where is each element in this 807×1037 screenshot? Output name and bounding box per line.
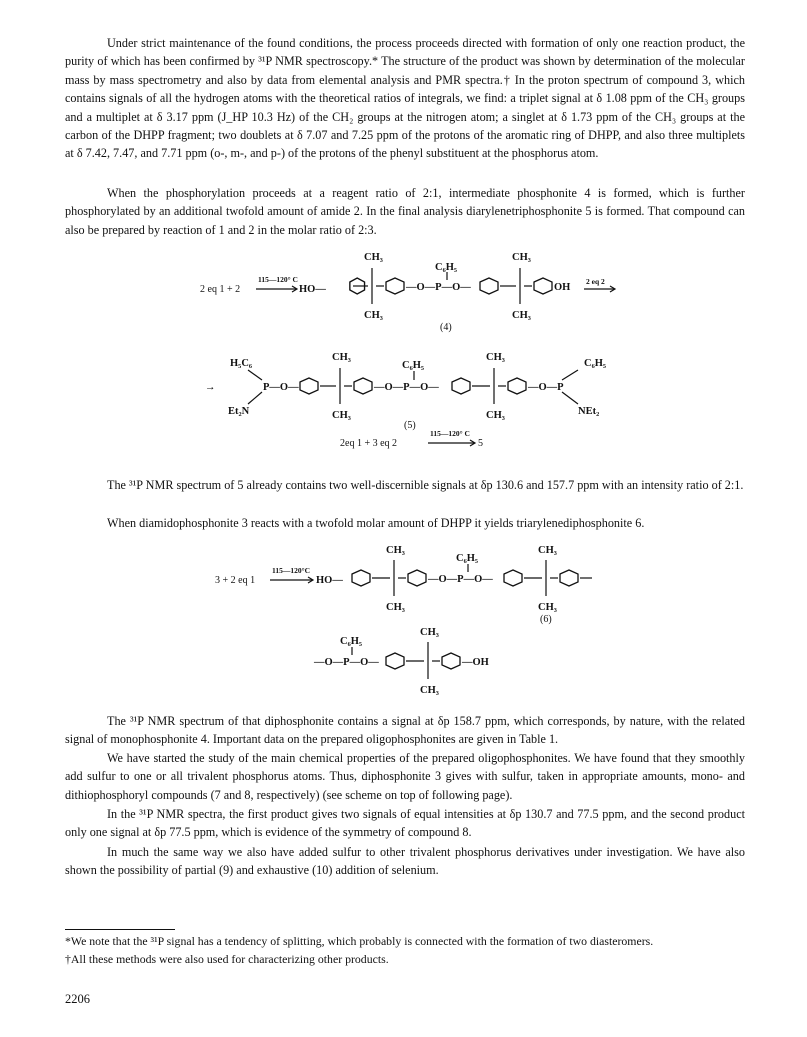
scheme-5-conditions: 115—120° C bbox=[430, 429, 470, 438]
methyl-label: CH₃ bbox=[512, 252, 531, 263]
paragraph-1: Under strict maintenance of the found conditions, the process proceeds directed with formation of only one reaction product, the purity of which has been confirmed by ³¹P NMR spectroscopy.* The structure of the product was shown by determination of the molecular mass by mass spectrometry and also by data from elemental analysis and PMR spectra.† In the proton spectrum of compound 3, which contains signals of all the hydrogen atoms with the theoretical ratios of integrals, we find: a triplet signal at δ 1.08 ppm of the CH₃ groups and a multiplet at δ 3.17 ppm (J_HP 10.3 Hz) of the CH₂ groups at the nitrogen atom; a singlet at δ 1.73 ppm of the CH₃ groups at the carbon of the DHPP fragment; two doublets at δ 7.07 and 7.25 ppm of the protons of the aromatic ring of DHPP, and also three multiplets at δ 7.42, 7.47, and 7.71 ppm (o-, m-, and p-) of the protons of the phenyl substituent at the phosphorus atom. bbox=[65, 36, 745, 161]
compound-label-4: (4) bbox=[440, 322, 452, 333]
footnote-rule bbox=[65, 929, 175, 930]
hydroxyl-label: OH bbox=[554, 282, 571, 293]
scheme-6-reactants: 3 + 2 eq 1 bbox=[215, 575, 256, 586]
paragraph-8: In much the same way we also have added sulfur to other trivalent phosphorus derivatives under investigation. We have also shown the possibility of partial (9) and exhaustive (10) addition of selenium. bbox=[65, 845, 745, 878]
benzene-ring-4 bbox=[534, 278, 552, 294]
benzene-ring bbox=[408, 570, 426, 586]
methyl-label: CH₃ bbox=[386, 602, 405, 613]
benzene-ring bbox=[560, 570, 578, 586]
scheme-5-product: 5 bbox=[478, 438, 483, 449]
phenyl-label: C₆H₅ bbox=[340, 636, 363, 647]
methyl-label: CH₃ bbox=[538, 602, 557, 613]
methyl-label: CH₃ bbox=[512, 310, 531, 321]
compound-label-6: (6) bbox=[540, 614, 552, 625]
phenyl-label: C₆H₅ bbox=[402, 360, 425, 371]
benzene-ring bbox=[452, 378, 470, 394]
phenyl-label: H₅C₆ bbox=[230, 358, 253, 369]
methyl-label: CH₃ bbox=[486, 352, 505, 363]
methyl-label: CH₃ bbox=[332, 352, 351, 363]
phosphonite-linkage: —O—P—O— bbox=[374, 382, 439, 393]
scheme-6-drawing bbox=[0, 542, 807, 698]
compound-label-5: (5) bbox=[404, 420, 416, 431]
phosphonite-linkage: —O—P—O— bbox=[406, 282, 471, 293]
phosphorus-linkage: P—O— bbox=[263, 382, 299, 393]
benzene-ring bbox=[504, 570, 522, 586]
bond bbox=[248, 370, 262, 380]
reaction-scheme-4 bbox=[0, 246, 807, 334]
bond bbox=[562, 370, 578, 380]
benzene-ring bbox=[442, 653, 460, 669]
phenyl-label: C₆H₅ bbox=[435, 262, 458, 273]
bond bbox=[562, 392, 578, 404]
methyl-label: CH₃ bbox=[538, 545, 557, 556]
scheme-4-drawing bbox=[0, 246, 807, 334]
diethylamino-label: NEt₂ bbox=[578, 406, 600, 417]
page-number: 2206 bbox=[65, 992, 90, 1006]
benzene-ring bbox=[352, 570, 370, 586]
paragraph-2: When the phosphorylation proceeds at a reagent ratio of 2:1, intermediate phosphonite 4 is formed, which is further phosphorylated by an additional twofold amount of amide 2. In the final analysis diarylenetriphosphonite 5 is formed. That compound can also be prepared by reaction of 1 and 2 in the molar ratio of 2:3. bbox=[65, 186, 745, 237]
paragraph-4: When diamidophosphonite 3 reacts with a twofold molar amount of DHPP it yields triarylenediphosphonite 6. bbox=[107, 516, 645, 530]
methyl-label: CH₃ bbox=[486, 410, 505, 421]
benzene-ring bbox=[300, 378, 318, 394]
scheme-4-after: 2 eq 2 bbox=[586, 277, 605, 286]
methyl-label: CH₃ bbox=[364, 310, 383, 321]
methyl-label: CH₃ bbox=[386, 545, 405, 556]
methyl-label: CH₃ bbox=[364, 252, 383, 263]
footnote-2: †All these methods were also used for characterizing other products. bbox=[65, 952, 389, 966]
phosphonite-linkage: —O—P—O— bbox=[428, 574, 493, 585]
scheme-6-conditions: 115—120°C bbox=[272, 566, 311, 575]
bond bbox=[248, 392, 262, 404]
paragraph-7: In the ³¹P NMR spectra, the first product gives two signals of equal intensities at δp 130.7 and 77.5 ppm, and the second product only one signal at δp 77.5 ppm, which is evidence of the symmetry of compound 8. bbox=[65, 807, 745, 840]
methyl-label: CH₃ bbox=[420, 627, 439, 638]
paragraph-3: The ³¹P NMR spectrum of 5 already contains two well-discernible signals at δp 130.6 and 157.7 ppm with an intensity ratio of 2:1. bbox=[107, 478, 744, 492]
phenyl-label: C₆H₅ bbox=[584, 358, 607, 369]
scheme-4-conditions: 115—120° C bbox=[258, 275, 298, 284]
scheme-5-reactants: 2eq 1 + 3 eq 2 bbox=[340, 438, 398, 449]
diethylamino-label: Et₂N bbox=[228, 406, 250, 417]
phenyl-label: C₆H₅ bbox=[456, 553, 479, 564]
paragraph-5: The ³¹P NMR spectrum of that diphosphonite contains a signal at δp 158.7 ppm, which corresponds, by nature, with the related signal of monophosphonite 4. Important data on the prepared oligophosphonites are given in Table 1. bbox=[65, 714, 745, 747]
phosphonite-linkage: —O—P—O— bbox=[314, 657, 379, 668]
benzene-ring bbox=[354, 378, 372, 394]
scheme-4-reactants: 2 eq 1 + 2 bbox=[200, 284, 241, 295]
reaction-scheme-6 bbox=[0, 542, 807, 698]
paragraph-6: We have started the study of the main chemical properties of the prepared oligophosphonites. We have found that they smoothly add sulfur to one or all trivalent phosphorus atoms. Thus, diphosphonite 3 gives with sulfur, taken in appropriate amounts, mono- and dithiophosphoryl compounds (7 and 8, respectively) (see scheme on top of following page). bbox=[65, 751, 745, 802]
scheme-4-ho: HO— bbox=[299, 284, 326, 295]
phosphorus-linkage: —O—P bbox=[528, 382, 564, 393]
benzene-ring bbox=[386, 653, 404, 669]
continuation-arrow: → bbox=[205, 382, 216, 393]
benzene-ring-2 bbox=[386, 278, 404, 294]
methyl-label: CH₃ bbox=[332, 410, 351, 421]
scheme-5-drawing bbox=[0, 346, 807, 456]
scheme-6-ho: HO— bbox=[316, 575, 343, 586]
methyl-label: CH₃ bbox=[420, 685, 439, 696]
reaction-scheme-5 bbox=[0, 346, 807, 456]
benzene-ring bbox=[508, 378, 526, 394]
footnote-1: *We note that the ³¹P signal has a tendency of splitting, which probably is connected with the formation of two diasteromers. bbox=[65, 934, 654, 948]
benzene-ring-3 bbox=[480, 278, 498, 294]
hydroxyl-label: —OH bbox=[462, 657, 489, 668]
